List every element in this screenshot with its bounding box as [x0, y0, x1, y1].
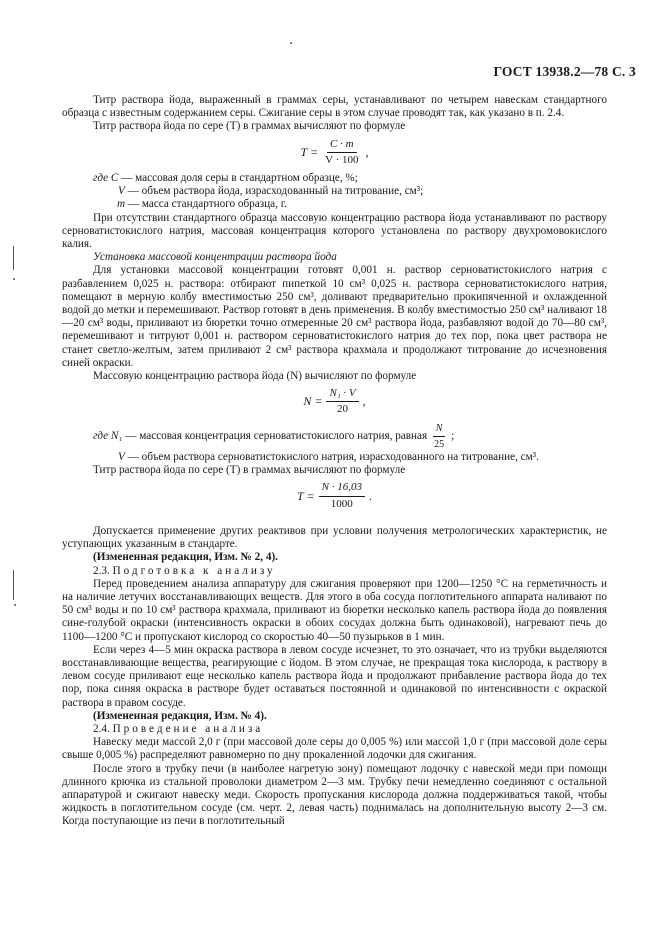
- formula-lhs: T =: [300, 144, 319, 159]
- fraction-denominator: 25: [434, 438, 445, 450]
- paragraph: Для установки массовой концентрации готовят 0,001 н. раствор серноватистокислого натрия с разбавлением 0,025 н. раствора: отбирают пипеткой 10 см³ 0,025 н. раствора серноватистокислого натрия, помещают в мерную колбу вместимостью 250 см³, доливают предварительно прокипяченной и охлажденной водой до метки и перемешивают. Раствор готовят в день применения. В колбу вместимостью 250 см³ наливают 18—20 см³ воды, приливают из бюретки точно отмеренные 20 см³ раствора йода, разбавляют водой до 70—80 см³, перемешивают и титруют 0,001 н. раствором серноватистокислого натрия до тех пор, пока цвет раствора не станет светло-желтым, затем приливают 2 см³ раствора крахмала и продолжают титрование до исчезновения синей окраски.: [62, 264, 607, 369]
- margin-dot: [13, 278, 15, 280]
- paragraph: Массовую концентрацию раствора йода (N) вычисляют по формуле: [93, 370, 417, 383]
- fraction: [431, 422, 447, 451]
- document-body: [62, 94, 607, 829]
- fraction-denominator: 20: [337, 403, 349, 416]
- fraction-numerator: N · 16,03: [319, 481, 365, 496]
- margin-mark: [13, 570, 14, 600]
- fraction: [322, 138, 361, 167]
- paragraph: Титр раствора йода по сере (T) в граммах вычисляют по формуле: [93, 120, 406, 133]
- paragraph: После этого в трубку печи (в наиболее нагретую зону) помещают лодочку с навеской меди при помощи длинного крючка из стальной проволоки диаметром 2—3 мм. Трубку печи немедленно соединяют с остальной аппаратурой и сжигают навеску меди. Скорость пропускания кислорода должна поддерживаться такой, чтобы жидкость в поглотительном сосуде (см. черт. 2, левая часть) поднималась на дополнительную высоту 2—3 см. Когда поступающие из печи в поглотительный: [62, 762, 607, 828]
- where-line: [62, 198, 607, 211]
- edit-note: (Измененная редакция, Изм. № 4).: [93, 709, 267, 722]
- margin-dot: [14, 604, 16, 606]
- paragraph: Перед проведением анализа аппаратуру для сжигания проверяют при 1200—1250 °С на герметичность и на наличие летучих восстанавливающих веществ. Для этого в оба сосуда поглотительного аппарата наливают по 50 см³ воды и по 10 см³ раствора крахмала, приливают из бюретки несколько капель раствора йода до появления сине-голубой окраски (интенсивность окраски в обоих сосудах должна быть одинаковой), нагревают печь до 1100—1200 °С и пропускают кислород со скоростью 40—50 пузырьков в 1 мин.: [62, 577, 607, 643]
- edit-note: (Измененная редакция, Изм. № 2, 4).: [93, 551, 278, 564]
- section-heading: [62, 565, 607, 578]
- where-text: — массовая концентрация серноватистокислого натрия, равная: [125, 429, 428, 442]
- where-text: — объем раствора серноватистокислого натрия, израсходованного на титрование, см³.: [127, 451, 539, 464]
- where-label: где C: [93, 172, 119, 185]
- fraction-numerator: C · m: [327, 138, 357, 153]
- fraction-numerator: N: [433, 422, 446, 437]
- fraction: [326, 387, 358, 416]
- paragraph: Титр раствора йода, выраженный в граммах серы, устанавливают по четырем навескам стандартного образца с известным содержанием серы. Сжигание серы в этом случае проводят так, как указано в п. 2.4.: [62, 94, 607, 120]
- where-label: V: [118, 451, 125, 464]
- margin-mark: [13, 246, 14, 270]
- where-text: — массовая доля серы в стандартном образце, %;: [121, 172, 358, 185]
- paragraph: Допускается применение других реактивов при условии получения метрологических характеристик, не уступающих указанным в стандарте.: [62, 524, 607, 551]
- formula-tail: .: [368, 488, 372, 503]
- where-label: где N₁: [93, 429, 123, 442]
- where-line: [62, 172, 607, 185]
- where-line: [62, 185, 607, 198]
- formula-titer-2: [62, 481, 607, 510]
- scan-dot: [290, 42, 292, 44]
- where-text: — масса стандартного образца, г.: [127, 198, 287, 211]
- section-title: Проведение анализа: [112, 722, 264, 735]
- formula-concentration: [62, 387, 607, 416]
- where-end: ;: [451, 429, 455, 442]
- where-text: — объем раствора йода, израсходованный на титрование, см³;: [127, 185, 424, 198]
- formula-lhs: T =: [297, 488, 315, 503]
- formula-tail: ,: [362, 394, 366, 409]
- fraction: [319, 481, 365, 510]
- paragraph: Навеску меди массой 2,0 г (при массовой доле серы до 0,005 %) или массой 1,0 г (при массовой доле серы свыше 0,005 %) распределяют равномерно по дну прокаленной лодочки для сжигания.: [62, 736, 607, 762]
- formula-titer: [62, 138, 607, 167]
- section-number: 2.3.: [93, 564, 110, 577]
- where-line: [62, 451, 607, 464]
- where-label: V: [118, 185, 125, 198]
- formula-tail: ,: [365, 144, 369, 159]
- section-heading: [62, 723, 607, 736]
- fraction-numerator: N₁ · V: [326, 387, 358, 402]
- section-number: 2.4.: [93, 722, 110, 735]
- fraction-denominator: 1000: [330, 497, 353, 510]
- paragraph: При отсутствии стандартного образца массовую концентрацию раствора йода устанавливают по раствору серноватистокислого натрия, массовая концентрация которого установлена по раствору двухромовокислого калия.: [62, 211, 607, 251]
- where-line: [62, 422, 607, 451]
- section-title: Подготовка к анализу: [112, 564, 276, 577]
- page-header: ГОСТ 13938.2—78 С. 3: [493, 64, 636, 79]
- fraction-denominator: V · 100: [325, 153, 359, 166]
- paragraph: Если через 4—5 мин окраска раствора в левом сосуде исчезнет, то это означает, что из трубки выделяются восстанавливающие вещества, реагирующие с йодом. В этом случае, не прекращая тока кислорода, к раствору в левом сосуде приливают еще несколько капель раствора йода и продолжают прибавление раствора йода до тех пор, пока синяя окраска в растворе будет оставаться постоянной и одинаковой по интенсивности с окраской раствора в правом сосуде.: [62, 643, 607, 709]
- subheading: Установка массовой концентрации раствора йода: [93, 251, 337, 264]
- paragraph: Титр раствора йода по сере (T) в граммах вычисляют по формуле: [93, 464, 406, 477]
- formula-lhs: N =: [303, 394, 323, 409]
- where-label: m: [117, 198, 126, 211]
